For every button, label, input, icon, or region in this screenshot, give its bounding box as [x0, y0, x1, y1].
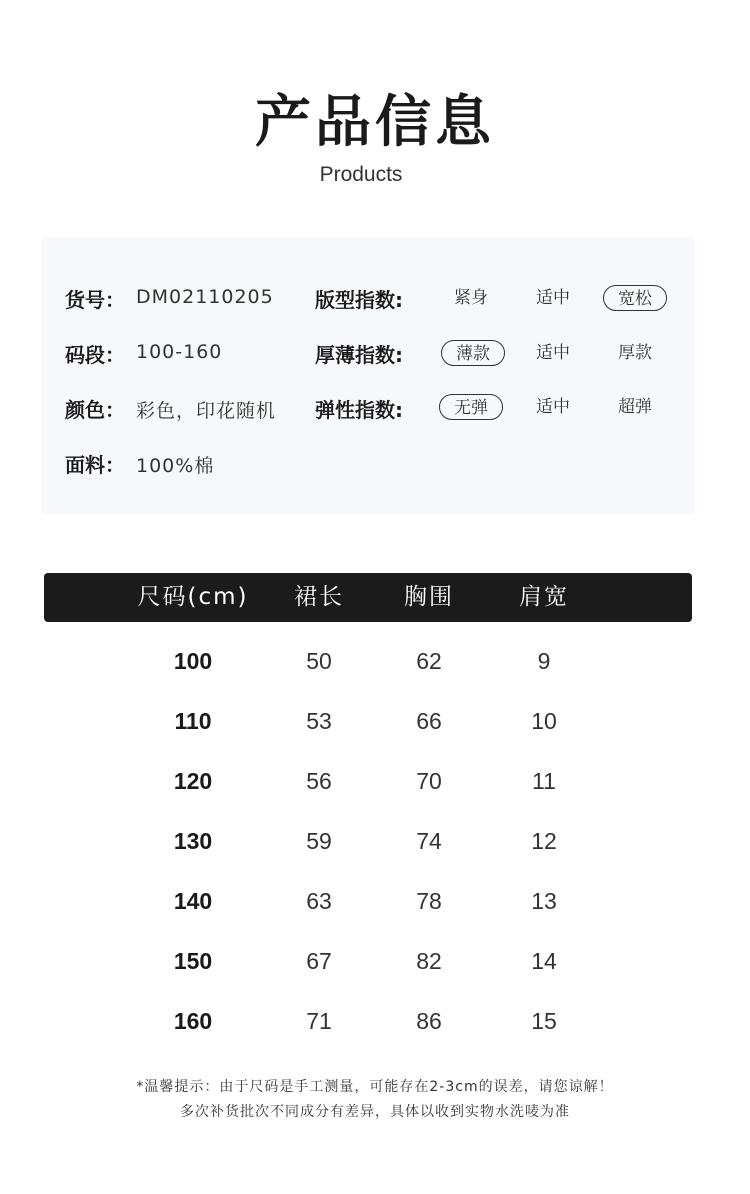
cell-length: 63	[306, 888, 332, 914]
cell-chest: 78	[416, 888, 442, 914]
color-value: 彩色，印花随机	[136, 400, 277, 422]
fit-option-loose: 宽松	[603, 285, 667, 311]
cell-length: 50	[306, 648, 332, 674]
cell-chest: 86	[416, 1008, 442, 1034]
batch-note: 多次补货批次不同成分有差异，具体以收到实物水洗唛为准	[180, 1104, 570, 1120]
thickness-option-thick: 厚款	[618, 343, 652, 363]
cell-length: 53	[306, 708, 332, 734]
cell-chest: 82	[416, 948, 442, 974]
fabric-label: 面料：	[65, 453, 125, 477]
cell-length: 56	[306, 768, 332, 794]
cell-shoulder: 10	[531, 708, 557, 734]
elasticity-option-regular: 适中	[536, 397, 570, 417]
color-label: 颜色：	[65, 398, 125, 422]
cell-size: 120	[173, 768, 213, 794]
size-table-header	[44, 573, 692, 622]
cell-chest: 66	[416, 708, 442, 734]
cell-size: 110	[174, 708, 212, 734]
cell-shoulder: 12	[531, 828, 557, 854]
fit-option-tight: 紧身	[454, 288, 488, 308]
cell-chest: 70	[416, 768, 442, 794]
item-number-label: 货号：	[65, 288, 125, 312]
cell-length: 59	[306, 828, 332, 854]
cell-length: 67	[306, 948, 332, 974]
elasticity-index-label: 弹性指数:	[315, 398, 403, 422]
header-shoulder: 肩宽	[519, 584, 569, 610]
cell-length: 71	[306, 1008, 332, 1034]
page-title: 产品信息	[255, 90, 495, 155]
fit-index-label: 版型指数:	[315, 288, 403, 312]
thickness-option-thin: 薄款	[441, 340, 505, 366]
elasticity-option-high: 超弹	[618, 397, 652, 417]
cell-shoulder: 11	[532, 768, 556, 794]
size-range-label: 码段：	[65, 343, 125, 367]
elasticity-option-none: 无弹	[439, 394, 503, 420]
table-row	[44, 1001, 692, 1041]
cell-size: 130	[173, 828, 213, 854]
table-row	[44, 821, 692, 861]
header-chest: 胸围	[404, 584, 454, 610]
cell-size: 140	[173, 888, 213, 914]
fit-option-regular: 适中	[536, 288, 570, 308]
cell-shoulder: 13	[531, 888, 557, 914]
header-length: 裙长	[294, 584, 344, 610]
fabric-value: 100%棉	[136, 455, 215, 477]
table-row	[44, 761, 692, 801]
item-number-value: DM02110205	[136, 286, 274, 308]
table-row	[44, 881, 692, 921]
cell-shoulder: 14	[531, 948, 557, 974]
cell-size: 160	[173, 1008, 213, 1034]
cell-shoulder: 9	[537, 648, 551, 674]
cell-size: 100	[173, 648, 213, 674]
measurement-note: *温馨提示：由于尺码是手工测量，可能存在2-3cm的误差，请您谅解！	[136, 1079, 614, 1095]
cell-chest: 62	[416, 648, 442, 674]
cell-shoulder: 15	[531, 1008, 557, 1034]
table-row	[44, 641, 692, 681]
cell-size: 150	[173, 948, 213, 974]
table-row	[44, 701, 692, 741]
thickness-option-regular: 适中	[536, 343, 570, 363]
cell-chest: 74	[416, 828, 442, 854]
thickness-index-label: 厚薄指数:	[315, 343, 403, 367]
product-info-card	[42, 237, 694, 514]
size-range-value: 100-160	[136, 341, 223, 363]
header-size: 尺码(cm)	[137, 584, 249, 610]
page-subtitle: Products	[319, 163, 403, 186]
table-row	[44, 941, 692, 981]
